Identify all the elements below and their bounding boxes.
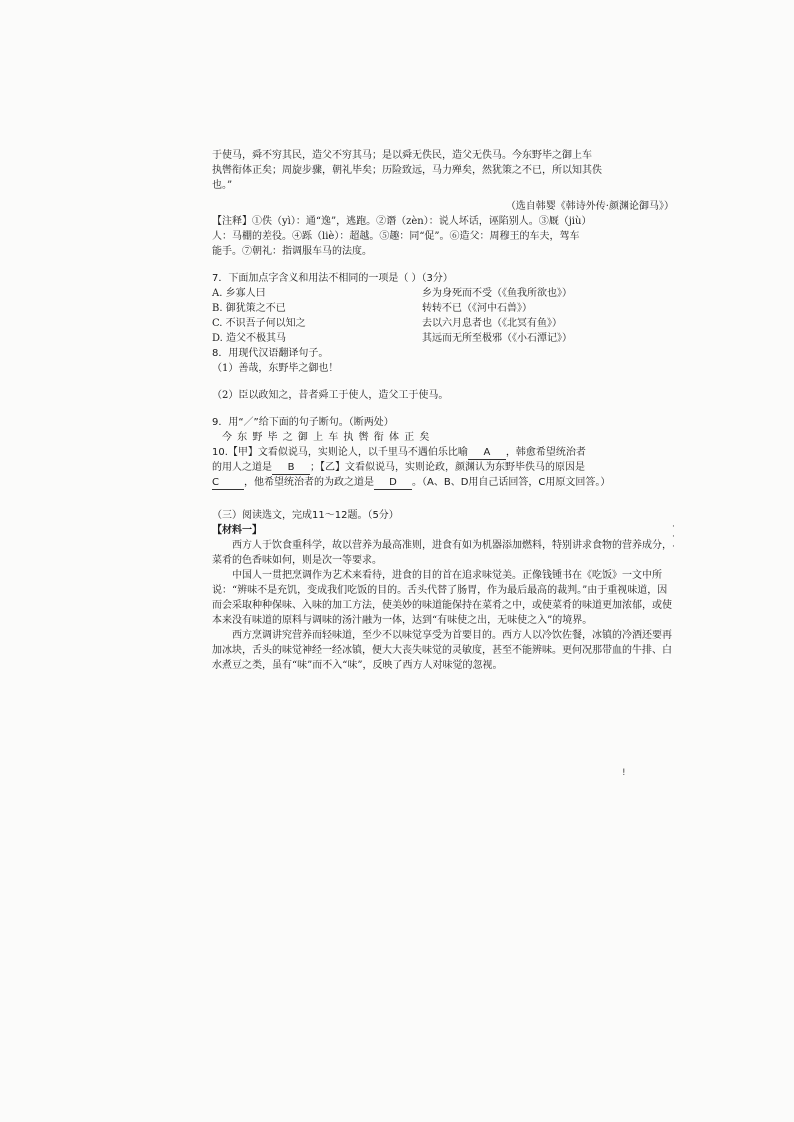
passage-source: （选自韩婴《韩诗外传·颜渊论御马》） bbox=[505, 201, 674, 212]
q10-line3-b: ，他希望统治者的为政之道是 bbox=[244, 477, 374, 488]
q7-option-d-left: D. 造父不极其马 bbox=[212, 333, 287, 344]
passage-line-3: 也。” bbox=[212, 180, 233, 191]
q7-option-c bbox=[212, 316, 674, 331]
page-content bbox=[212, 148, 674, 673]
margin-mark-bottom: ! bbox=[622, 768, 626, 778]
q7-option-b-right: 转转不已（《河中石兽》） bbox=[422, 303, 532, 314]
q7-option-a bbox=[212, 286, 674, 301]
material-1-label: 【材料一】 bbox=[212, 525, 262, 536]
q7-option-d-right: 其远而无所至极邪（《小石潭记》） bbox=[422, 333, 572, 344]
section3-title: （三）阅读选文，完成11～12题。（5分） bbox=[212, 510, 399, 521]
q10-blank-a[interactable]: A bbox=[468, 447, 506, 460]
q10-line2-a: 的用人之道是 bbox=[212, 462, 272, 473]
q10-line3-c: 。（A、B、D用自己话回答，C用原文回答。） bbox=[412, 477, 611, 488]
notes-line-2: 人：马棚的差役。④跞（liè）：超越。⑤趣：同“促”。⑥造父：周穆王的车夫，驾车 bbox=[212, 231, 580, 242]
q10-part-2: ，韩愈希望统治者 bbox=[505, 447, 586, 458]
material-1-para-3: 西方烹调讲究营养而轻味道，至少不以味觉享受为首要目的。西方人以冷饮佐餐，冰镇的冷酒还要再加冰块，舌头的味觉神经一经冰镇，便大大丧失味觉的灵敏度，甚至不能辨味。更何况那带血的牛排、白水煮豆之类，虽有“味”而不入“味”，反映了西方人对味觉的忽视。 bbox=[212, 630, 672, 671]
q9-sentence: 今 东 野 毕 之 御 上 车 执 辔 衔 体 正 矣 bbox=[222, 432, 431, 443]
q7-option-c-right: 去以六月息者也（《北冥有鱼》） bbox=[422, 318, 562, 329]
q10-line-3 bbox=[212, 475, 674, 490]
passage-line-2: 执辔衔体正矣；周旋步骤，朝礼毕矣；历险致远，马力殚矣，然犹策之不已，所以知其佚 bbox=[212, 165, 602, 176]
q10-blank-d[interactable]: D bbox=[374, 477, 412, 490]
q10-line2-b: ；【乙】文看似说马，实则论政，颜渊认为东野毕佚马的原因是 bbox=[310, 462, 585, 473]
notes-line-1: 【注释】①佚（yì）：通“逸”，逃跑。②谮（zèn）：说人坏话，诬陷别人。③厩（jiù） bbox=[212, 216, 592, 227]
material-1-para-1: 西方人于饮食重科学，故以营养为最高准则，进食有如为机器添加燃料，特别讲求食物的营养成分，菜肴的色香味如何，则是次一等要求。 bbox=[212, 540, 672, 566]
q7-option-c-left: C. 不识吾子何以知之 bbox=[212, 318, 306, 329]
q7-option-d bbox=[212, 331, 674, 346]
q10-blank-c[interactable]: C bbox=[212, 477, 244, 490]
q7-option-b bbox=[212, 301, 674, 316]
q7-stem: 7．下面加点字含义和用法不相同的一项是（ ）（3分） bbox=[212, 273, 453, 284]
q8-sentence-1: （1）善哉，东野毕之御也！ bbox=[212, 363, 339, 374]
q7-option-b-left: B. 御犹策之不已 bbox=[212, 303, 286, 314]
q7-option-a-right: 乡为身死而不受（《鱼我所欲也》） bbox=[422, 288, 572, 299]
q10-line-1 bbox=[212, 445, 674, 460]
material-1-para-2: 中国人一贯把烹调作为艺术来看待，进食的目的首在追求味觉美。正像钱锺书在《吃饭》一文中所说：“辨味不是充饥，变成我们吃饭的目的。舌头代替了肠胃，作为最后最高的裁判。”由于重视味道，因而会采取种种保味、入味的加工方法，使美妙的味道能保持在菜肴之中，或使菜肴的味道更加浓郁，或使本来没有味道的原料与调味的汤汁融为一体，达到“有味使之出，无味使之入”的境界。 bbox=[212, 570, 672, 626]
notes-line-3: 能手。⑦朝礼：指调服车马的法度。 bbox=[212, 246, 372, 257]
q8-sentence-2: （2）臣以政知之，昔者舜工于使人，造父工于使马。 bbox=[212, 390, 449, 401]
q9-stem: 9．用“／”给下面的句子断句。（断两处） bbox=[212, 417, 394, 428]
q7-option-a-left: A. 乡寡人曰 bbox=[212, 288, 266, 299]
margin-mark: · · · bbox=[672, 522, 675, 552]
q10-part-1: 10.【甲】文看似说马，实则论人，以千里马不遇伯乐比喻 bbox=[212, 447, 468, 458]
q10-line-2 bbox=[212, 460, 674, 475]
q10-blank-b[interactable]: B bbox=[272, 462, 310, 475]
passage-line-1: 于使马，舜不穷其民，造父不穷其马；是以舜无佚民，造父无佚马。今东野毕之御上车 bbox=[212, 150, 592, 161]
q8-stem: 8．用现代汉语翻译句子。 bbox=[212, 348, 329, 359]
